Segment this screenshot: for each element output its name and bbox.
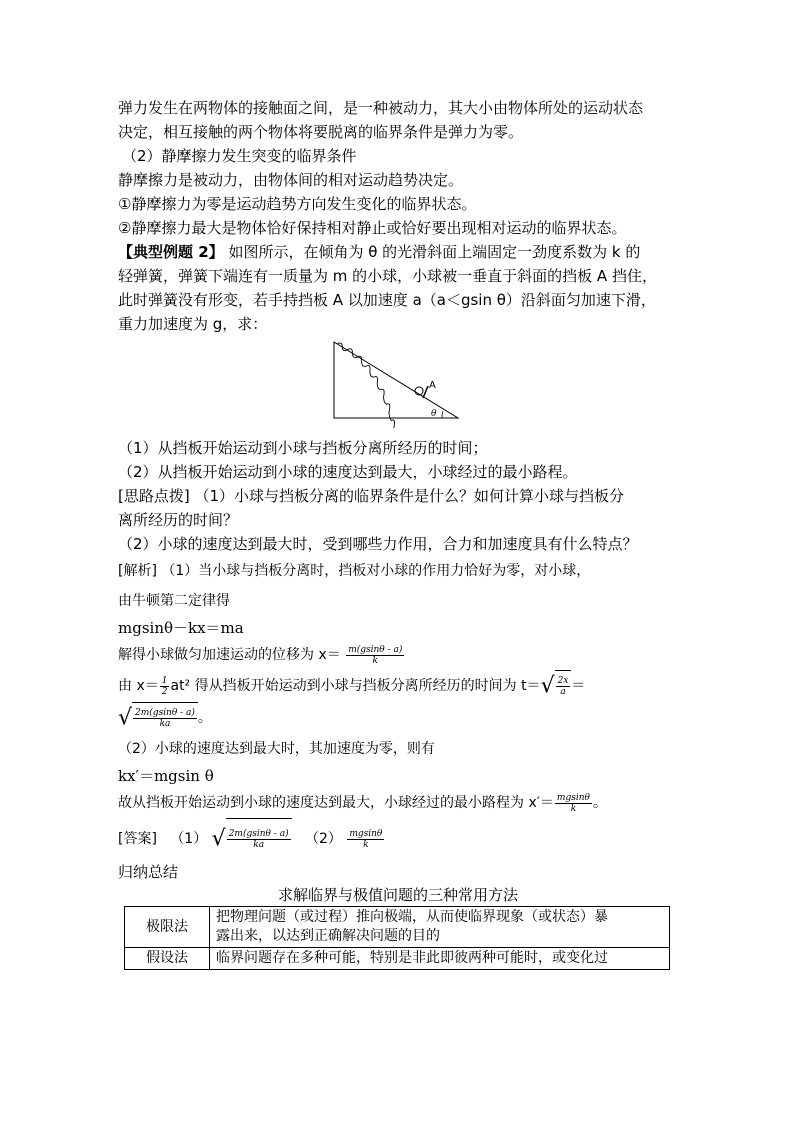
methods-table [124,906,670,970]
analysis-line-4: 由 x＝ $\frac{1}{2}$ at² 得从挡板开始运动到小球与挡板分离所经历的时间为 t＝√ $\frac{2x}{a}$ ＝ [118,670,678,702]
analysis-line-7: 故从挡板开始运动到小球的速度达到最大，小球经过的最小路程为 x′＝ $\frac{mgsin\theta}{k}$ 。 [118,792,607,814]
question-2: （2）从挡板开始运动到小球的速度达到最大，小球经过的最小路程。 [118,463,578,481]
paragraph-line: 决定，相互接触的两个物体将要脱离的临界条件是弹力为零。 [118,123,524,141]
analysis-line-3 [118,640,678,670]
paragraph-line: 静摩擦力是被动力，由物体间的相对运动趋势决定。 [118,171,464,189]
table-caption: 求解临界与极值问题的三种常用方法 [277,886,518,904]
paragraph-line: ②静摩擦力最大是物体恰好保持相对静止或恰好要出现相对运动的临界状态。 [118,219,627,237]
example-line-3: 此时弹簧没有形变，若手持挡板 A 以加速度 a（a＜gsin θ）沿斜面匀加速下滑， [118,291,656,309]
incline-diagram [328,336,468,428]
summary-heading: 归纳总结 [118,863,179,881]
analysis-line-1 [118,556,678,586]
method-cell: 极限法 [125,907,210,948]
fraction-min-path: $\frac{mgsin\theta}{k}$ [556,792,590,814]
answer-tag: [答案] [118,831,157,847]
method-cell: 假设法 [125,948,210,970]
example-line-2: 轻弹簧，弹簧下端连有一质量为 m 的小球，小球被一垂直于斜面的挡板 A 挡住， [118,267,657,285]
analysis-line-2: 由牛顿第二定律得 [118,593,230,609]
hint-text: （1）小球与挡板分离的临界条件是什么？如何计算小球与挡板分 [194,487,625,505]
hint-line-1 [118,484,678,508]
hint-line-2: 离所经历的时间？ [118,511,239,529]
paragraph-line: ①静摩擦力为零是运动趋势方向发生变化的临界状态。 [118,195,477,213]
analysis-tag: [解析] [118,563,157,579]
table-row [125,907,670,948]
question-1: （1）从挡板开始运动到小球与挡板分离所经历的时间； [118,439,488,457]
fraction-half: $\frac{1}{2}$ [161,675,168,697]
description-cell: 临界问题存在多种可能，特别是非此即彼两种可能时，或变化过 [210,948,670,970]
example-line-1 [118,240,678,264]
example-tag: 【典型例题 2】 [118,243,224,261]
analysis-text: （1）当小球与挡板分离时，挡板对小球的作用力恰好为零，对小球， [161,563,591,579]
answer-1: √ $\frac{2m(gsin\theta - a)}{ka}$ [212,818,292,860]
analysis-line-6: （2）小球的速度达到最大时，其加速度为零，则有 [118,741,435,757]
document-page [118,96,678,970]
answer-line: [答案] （1） √ $\frac{2m(gsin\theta - a)}{ka}$ （2） $\frac{mgsin\theta}{k}$ [118,818,678,860]
paragraph-line: 弹力发生在两物体的接触面之间，是一种被动力，其大小由物体所处的运动状态 [118,99,644,117]
incline-figure [118,336,678,436]
description-cell: 把物理问题（或过程）推向极端，从而使临界现象（或状态）暴 露出来，以达到正确解决问题的目的 [210,907,670,948]
hint-tag: [思路点拨] [118,487,190,505]
analysis-line-5: √ $\frac{2m(gsin\theta - a)}{ka}$ 。 [118,702,678,734]
label-theta: θ [431,409,437,419]
example-text: 如图所示，在倾角为 θ 的光滑斜面上端固定一劲度系数为 k 的 [228,243,641,261]
answer-2: $\frac{mgsin\theta}{k}$ [349,828,383,850]
equation-2: kx′＝mgsin θ [118,767,214,785]
fraction-displacement: $\frac{m(gsin\theta - a)}{k}$ [348,644,403,666]
example-line-4: 重力加速度为 g，求： [118,315,268,333]
sqrt-time-result: √ $\frac{2m(gsin\theta - a)}{ka}$ [118,702,198,734]
label-a: A [429,380,436,391]
equation-1: mgsinθ－kx＝ma [118,619,244,637]
hint-line-3: （2）小球的速度达到最大时，受到哪些力作用，合力和加速度具有什么特点？ [118,535,638,553]
table-row [125,948,670,970]
analysis-text: 解得小球做匀加速运动的位移为 x＝ [118,647,341,663]
sqrt-time: √ $\frac{2x}{a}$ [541,670,572,702]
section-heading: （2）静摩擦力发生突变的临界条件 [122,147,357,165]
